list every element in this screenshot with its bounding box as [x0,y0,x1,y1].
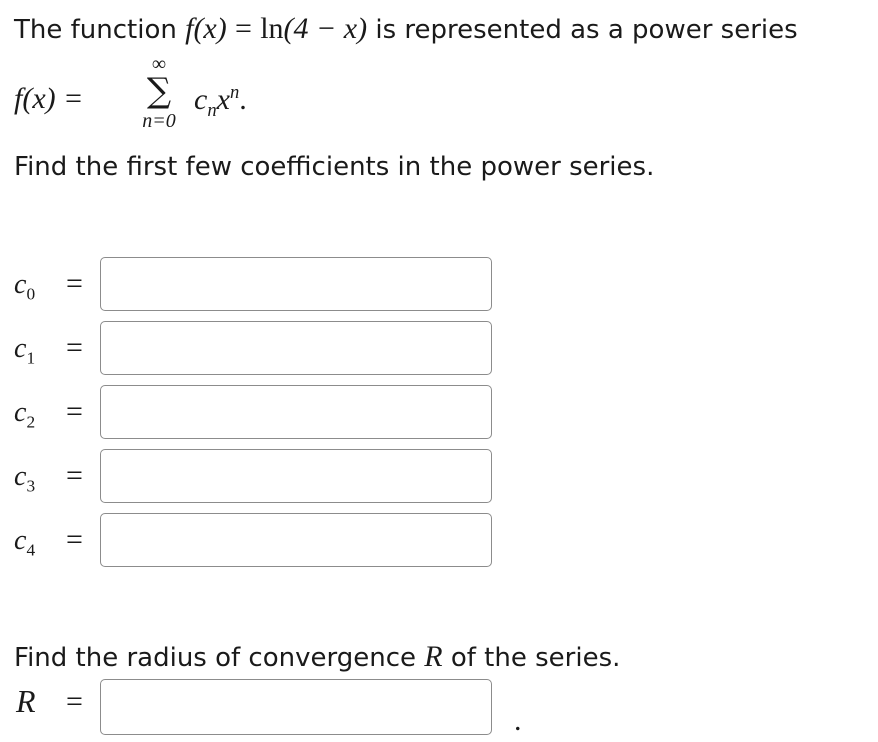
term-var: x [216,83,230,116]
function-equals: = [235,12,252,45]
coefficient-row-c3 [14,449,504,509]
term-period: . [239,83,247,116]
problem-intro [14,12,798,46]
equals-sign: = [66,523,83,556]
series-lhs: f(x) = [14,82,84,115]
instruction-coefficients: Find the first few coefficients in the power series. [14,152,655,182]
power-series-formula [14,53,314,150]
coef-label-c2: $c_2$ [14,397,36,432]
series-term [194,82,247,122]
radius-row [14,679,504,739]
sum-lower-limit: n=0 [142,110,176,132]
sum-upper-limit: ∞ [151,53,167,75]
answer-input-c0[interactable] [100,257,492,311]
equals-sign: = [66,685,83,718]
coef-label-c0: $c_0$ [14,269,36,304]
coef-label-c1: $c_1$ [14,333,36,368]
instruction-radius-var: R [424,640,443,673]
intro-suffix: is represented as a power series [367,15,798,45]
equals-sign: = [66,459,83,492]
coefficient-row-c0 [14,257,504,317]
equals-sign: = [66,331,83,364]
answer-input-radius[interactable] [100,679,492,735]
coefficient-row-c2 [14,385,504,445]
coefficient-row-c1 [14,321,504,381]
coef-label-c3: $c_3$ [14,461,36,496]
term-coef-sub: n [207,100,217,121]
equals-sign: = [66,267,83,300]
function-lhs: f(x) [185,12,227,45]
sigma-icon: ∑ [146,71,172,111]
equals-sign: = [66,395,83,428]
intro-prefix: The function [14,15,186,45]
answer-input-c1[interactable] [100,321,492,375]
answer-input-c3[interactable] [100,449,492,503]
summation [130,54,188,134]
function-arg: (4 − x) [283,12,368,45]
coef-label-c4: $c_4$ [14,525,36,560]
term-var-sup: n [229,82,240,103]
trailing-period: . [514,704,522,737]
answer-input-c2[interactable] [100,385,492,439]
answer-input-c4[interactable] [100,513,492,567]
function-ln: ln [260,12,284,45]
coefficient-row-c4 [14,513,504,573]
instruction-radius-suffix: of the series. [442,643,621,673]
instruction-radius [14,640,620,674]
radius-label: R [16,683,36,719]
term-coef: c [194,83,208,116]
instruction-radius-prefix: Find the radius of convergence [14,643,425,673]
